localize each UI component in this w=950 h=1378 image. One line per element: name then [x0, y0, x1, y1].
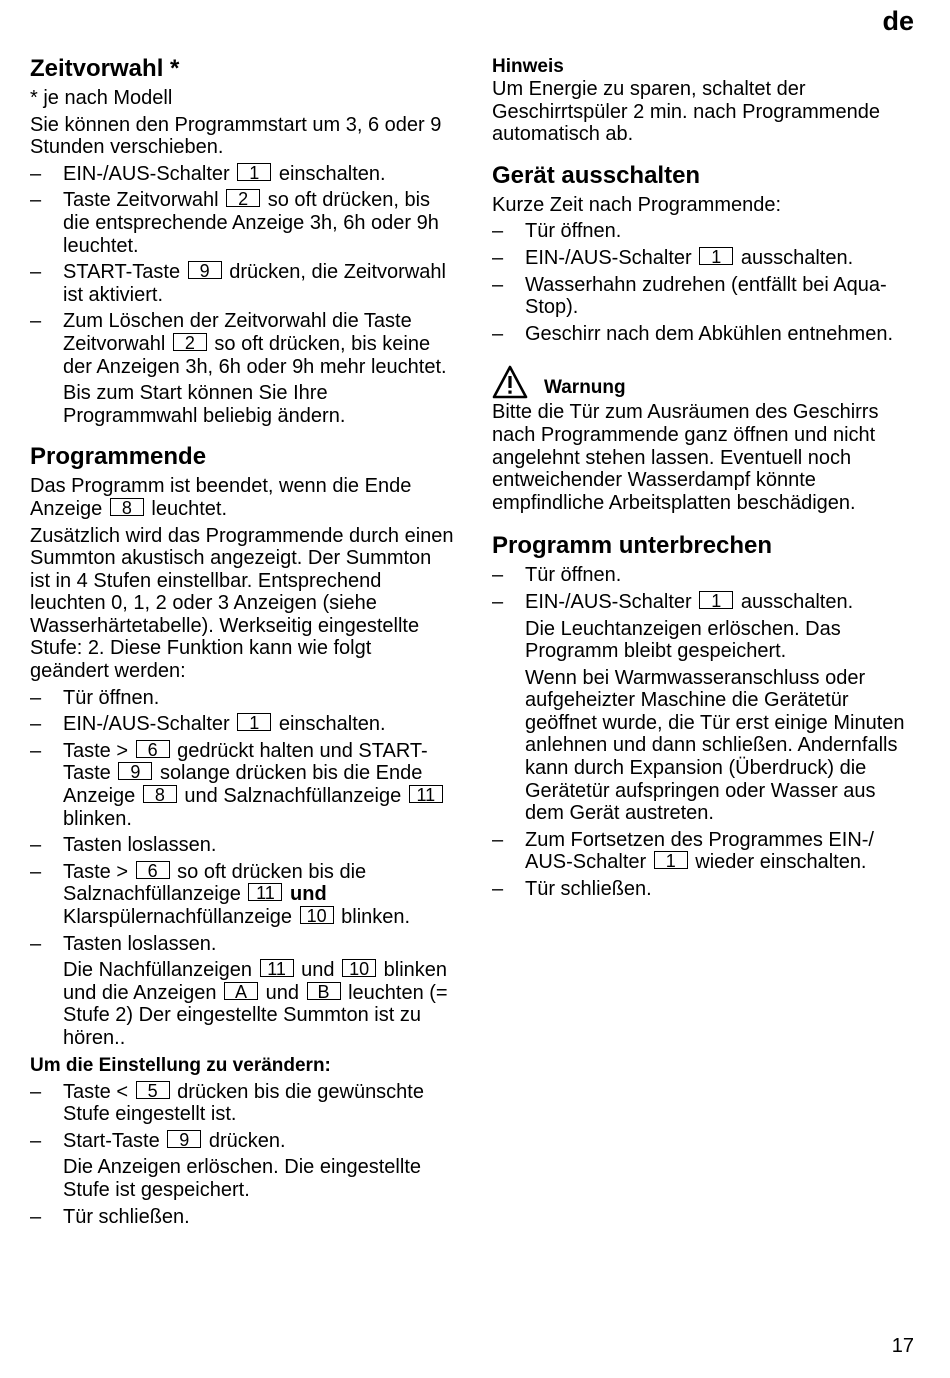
warning-header	[492, 365, 917, 399]
warning-label: Warnung	[544, 377, 626, 399]
key-label: A	[224, 982, 258, 1000]
ausschalten-steps	[492, 220, 917, 345]
programmende-note: Die Nachfüllanzeigen 11 und 10 blinken und die Anzeigen A und B leuchten (= Stufe 2) Der eingestellte Summton ist zu hören..	[63, 959, 448, 1049]
key-label: B	[307, 982, 341, 1000]
key-label: 6	[136, 740, 170, 758]
ausschalten-intro: Kurze Zeit nach Programmende:	[492, 193, 782, 216]
zeitvorwahl-note: Bis zum Start können Sie Ihre Programmwahl beliebig ändern.	[63, 382, 346, 427]
list-item: – Taste < 5 drücken bis die gewünschte Stufe eingestellt ist.	[30, 1080, 424, 1126]
key-label: 1	[237, 713, 271, 731]
list-item: – Geschirr nach dem Abkühlen entnehmen.	[492, 322, 893, 345]
key-label: 9	[118, 762, 152, 780]
key-label: 2	[173, 333, 207, 351]
right-column	[492, 55, 917, 905]
list-item: – Tür öffnen.	[30, 686, 160, 709]
list-item: – Taste > 6 gedrückt halten und START-Taste 9 solange drücken bis die Ende Anzeige 8 und Salznachfüllanzeige 11 blinken.	[30, 740, 455, 830]
list-item: – EIN-/AUS-Schalter 1 ausschalten.	[492, 246, 854, 269]
list-item: – Tür schließen.	[30, 1205, 190, 1228]
list-item: – EIN-/AUS-Schalter 1 einschalten.	[30, 162, 386, 185]
list-item: – Wasserhahn zudrehen (entfällt bei Aqua-Stop).	[492, 273, 887, 319]
list-item: – Tür öffnen.	[492, 564, 622, 587]
zeitvorwahl-steps	[30, 163, 455, 378]
list-item: – Tür öffnen.	[492, 220, 622, 243]
heading-hinweis: Hinweis	[492, 56, 564, 77]
list-item: – EIN-/AUS-Schalter 1 einschalten.	[30, 713, 386, 736]
programmende-steps	[30, 687, 455, 956]
list-item: – START-Taste 9 drücken, die Zeitvorwahl ist aktiviert.	[30, 261, 446, 306]
unterbrechen-steps	[492, 564, 917, 613]
left-column	[30, 55, 455, 1232]
list-item: – Taste > 6 so oft drücken bis die Salznachfüllanzeige 11 und Klarspülernachfüllanzeige 10 blinken.	[30, 860, 411, 928]
unterbrechen-steps-end	[492, 829, 917, 901]
programmende-p2: Zusätzlich wird das Programmende durch einen Summton akustisch angezeigt. Der Summton ist in 4 Stufen einstellbar. Entsprechend leuchten 0, 1, 2 oder 3 Anzeigen (siehe Wasserhärtetabelle). Werkseitig eingestellte Stufe: 2. Diese Funktion kann wie folgt geändert werden:	[30, 524, 454, 683]
key-label: 11	[409, 785, 443, 803]
hinweis-text: Um Energie zu sparen, schaltet der Geschirrtspüler 2 min. nach Programmende automatisch ab.	[492, 78, 880, 146]
key-label: 1	[654, 851, 688, 869]
warning-icon	[492, 365, 528, 399]
list-item: – Tasten loslassen.	[30, 834, 217, 857]
key-label: 1	[699, 591, 733, 609]
einstellung-steps	[30, 1081, 455, 1153]
key-label: 5	[136, 1081, 170, 1099]
programmende-p1: Das Programm ist beendet, wenn die Ende Anzeige 8 leuchtet.	[30, 475, 412, 520]
einstellung-steps-end	[30, 1206, 455, 1229]
key-label: 1	[699, 247, 733, 265]
list-item: – Zum Löschen der Zeitvorwahl die Taste Zeitvorwahl 2 so oft drücken, bis keine der Anzeigen 3h, 6h oder 9h mehr leuchtet.	[30, 310, 447, 378]
subheading-einstellung: Um die Einstellung zu verändern:	[30, 1054, 331, 1076]
heading-programmende: Programmende	[30, 443, 207, 471]
page-number: 17	[891, 1335, 914, 1357]
key-label: 2	[226, 189, 260, 207]
key-label: 10	[342, 959, 376, 977]
list-item: – EIN-/AUS-Schalter 1 ausschalten.	[492, 590, 854, 613]
list-item: – Zum Fortsetzen des Programmes EIN-/ AUS-Schalter 1 wieder einschalten.	[492, 828, 874, 874]
heading-zeitvorwahl: Zeitvorwahl *	[30, 55, 180, 82]
footnote: * je nach Modell	[30, 87, 173, 109]
heading-programm-unterbrechen: Programm unterbrechen	[492, 532, 773, 560]
language-code: de	[882, 6, 914, 36]
key-label: 8	[110, 498, 144, 516]
key-label: 9	[188, 261, 222, 279]
unterbrechen-note1: Die Leuchtanzeigen erlöschen. Das Programm bleibt gespeichert.	[525, 617, 841, 663]
heading-geraet-ausschalten: Gerät ausschalten	[492, 161, 701, 189]
key-label: 10	[300, 906, 334, 924]
key-label: 11	[248, 883, 282, 901]
unterbrechen-note2: Wenn bei Warmwasseranschluss oder aufgeheizter Maschine die Gerätetür geöffnet wurde, die Tür erst einige Minuten anlehnen und dann schließen. Andernfalls kann durch Expansion (Überdruck) die Gerätetür aufspringen oder Wasser aus dem Gerät austreten.	[525, 666, 905, 825]
list-item: – Tür schließen.	[492, 878, 652, 901]
zeitvorwahl-intro: Sie können den Programmstart um 3, 6 oder 9 Stunden verschieben.	[30, 113, 442, 159]
key-label: 9	[167, 1130, 201, 1148]
warning-text: Bitte die Tür zum Ausräumen des Geschirrs nach Programmende ganz öffnen und nicht angelehnt stehen lassen. Eventuell noch entweichender Wasserdampf könnte empfindliche Arbeitsplatten beschädigen.	[492, 401, 879, 514]
key-label: 11	[260, 959, 294, 977]
key-label: 1	[237, 163, 271, 181]
list-item: – Start-Taste 9 drücken.	[30, 1129, 286, 1152]
key-label: 8	[143, 785, 177, 803]
einstellung-note: Die Anzeigen erlöschen. Die eingestellte Stufe ist gespeichert.	[63, 1156, 421, 1201]
list-item: – Taste Zeitvorwahl 2 so oft drücken, bis die entsprechende Anzeige 3h, 6h oder 9h leuchtet.	[30, 189, 439, 257]
list-item: – Tasten loslassen.	[30, 932, 217, 955]
key-label: 6	[136, 861, 170, 879]
